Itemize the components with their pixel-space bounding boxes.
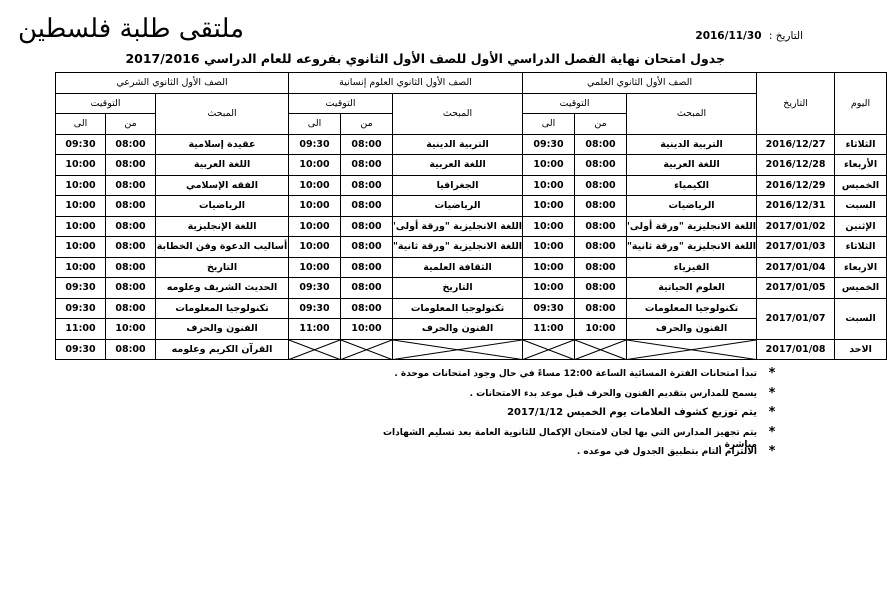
science-to-cell: 09:30 <box>523 298 575 319</box>
science-subject-cell: اللغة العربية <box>627 155 757 176</box>
humanities-from-cell: 08:00 <box>341 196 393 217</box>
sharia-to-cell: 09:30 <box>56 339 106 360</box>
science-to-cell: 10:00 <box>523 257 575 278</box>
bullet-star-icon: * <box>768 366 776 381</box>
sharia-to-cell: 10:00 <box>56 257 106 278</box>
humanities-to-cell: 10:00 <box>289 257 341 278</box>
day-cell: الإثنين <box>835 216 887 237</box>
notes-list <box>357 368 787 466</box>
sharia-to-cell: 10:00 <box>56 216 106 237</box>
header-to: الى <box>289 114 341 135</box>
sharia-from-cell: 10:00 <box>106 319 156 340</box>
header-timing: التوقيت <box>523 93 627 114</box>
header-subject: المبحث <box>393 93 523 134</box>
header-from: من <box>341 114 393 135</box>
exam-schedule-table <box>55 72 887 360</box>
crossed-out-cell <box>575 339 627 360</box>
header-day: اليوم <box>835 73 887 135</box>
science-subject-cell: التربية الدينية <box>627 134 757 155</box>
bullet-star-icon: * <box>768 385 776 401</box>
day-cell: السبت <box>835 298 887 339</box>
sharia-to-cell: 09:30 <box>56 298 106 319</box>
date-label: التاريخ : <box>768 30 803 42</box>
humanities-from-cell: 08:00 <box>341 155 393 176</box>
schedule-body <box>56 134 887 360</box>
table-row <box>56 237 887 258</box>
crossed-out-cell <box>627 339 757 360</box>
day-cell: السبت <box>835 196 887 217</box>
science-subject-cell: الفيزياء <box>627 257 757 278</box>
table-row <box>56 155 887 176</box>
sharia-to-cell: 10:00 <box>56 196 106 217</box>
table-row <box>56 257 887 278</box>
sharia-subject-cell: اللغة العربية <box>156 155 289 176</box>
humanities-from-cell: 08:00 <box>341 134 393 155</box>
sharia-from-cell: 08:00 <box>106 196 156 217</box>
sharia-subject-cell: الفنون والحرف <box>156 319 289 340</box>
sharia-from-cell: 08:00 <box>106 257 156 278</box>
sharia-from-cell: 08:00 <box>106 298 156 319</box>
science-subject-cell: الفنون والحرف <box>627 319 757 340</box>
humanities-subject-cell: الرياضيات <box>393 196 523 217</box>
science-from-cell: 08:00 <box>575 155 627 176</box>
header-timing: التوقيت <box>56 93 156 114</box>
sharia-subject-cell: الفقه الإسلامي <box>156 175 289 196</box>
note-text: تبدأ امتحانات الفترة المسائية الساعة 12:00 مساءً في حال وجود امتحانات موحدة . <box>394 369 757 379</box>
date-cell: 2016/12/28 <box>757 155 835 176</box>
crossed-out-cell <box>341 339 393 360</box>
humanities-from-cell: 08:00 <box>341 237 393 258</box>
sharia-subject-cell: اللغة الإنجليزية <box>156 216 289 237</box>
header-to: الى <box>56 114 106 135</box>
humanities-to-cell: 10:00 <box>289 155 341 176</box>
science-subject-cell: الرياضيات <box>627 196 757 217</box>
header-branch-science: الصف الأول الثانوي العلمي <box>523 73 757 94</box>
date-cell: 2017/01/03 <box>757 237 835 258</box>
page-title: جدول امتحان نهاية الفصل الدراسي الأول للصف الأول الثانوي بفروعه للعام الدراسي 2017/2016 <box>125 51 725 66</box>
sharia-from-cell: 08:00 <box>106 155 156 176</box>
science-to-cell: 10:00 <box>523 155 575 176</box>
crossed-out-cell <box>393 339 523 360</box>
note-item <box>357 368 787 388</box>
table-row <box>56 196 887 217</box>
humanities-subject-cell: اللغة الانجليزية "ورقة ثانية" <box>393 237 523 258</box>
header-branch-sharia: الصف الأول الثانوي الشرعي <box>56 73 289 94</box>
date-cell: 2016/12/31 <box>757 196 835 217</box>
day-cell: الثلاثاء <box>835 134 887 155</box>
note-text: يسمح للمدارس بتقديم الفنون والحرف قبل موعد بدء الامتحانات . <box>469 388 757 399</box>
table-row <box>56 216 887 237</box>
humanities-from-cell: 10:00 <box>341 319 393 340</box>
sharia-subject-cell: أساليب الدعوة وفن الخطابة <box>156 237 289 258</box>
humanities-subject-cell: الجغرافيا <box>393 175 523 196</box>
humanities-to-cell: 10:00 <box>289 196 341 217</box>
sharia-subject-cell: الرياضيات <box>156 196 289 217</box>
humanities-to-cell: 09:30 <box>289 134 341 155</box>
date-value: 2016/11/30 <box>695 30 762 42</box>
header-subject: المبحث <box>627 93 757 134</box>
date-cell: 2017/01/07 <box>757 298 835 339</box>
sharia-from-cell: 08:00 <box>106 175 156 196</box>
sharia-from-cell: 08:00 <box>106 216 156 237</box>
humanities-to-cell: 10:00 <box>289 237 341 258</box>
note-text: الالتزام التام بتطبيق الجدول في موعده . <box>576 447 757 457</box>
science-from-cell: 08:00 <box>575 175 627 196</box>
header-date: التاريخ <box>757 73 835 135</box>
humanities-to-cell: 09:30 <box>289 278 341 299</box>
sharia-to-cell: 11:00 <box>56 319 106 340</box>
table-row <box>56 175 887 196</box>
date-cell: 2016/12/27 <box>757 134 835 155</box>
note-item <box>357 385 787 408</box>
table-row <box>56 134 887 155</box>
date-cell: 2017/01/08 <box>757 339 835 360</box>
date-cell: 2017/01/04 <box>757 257 835 278</box>
sharia-subject-cell: تكنولوجيا المعلومات <box>156 298 289 319</box>
science-subject-cell: تكنولوجيا المعلومات <box>627 298 757 319</box>
sharia-from-cell: 08:00 <box>106 278 156 299</box>
humanities-from-cell: 08:00 <box>341 298 393 319</box>
science-to-cell: 10:00 <box>523 175 575 196</box>
crossed-out-cell <box>289 339 341 360</box>
day-cell: الأربعاء <box>835 155 887 176</box>
table-row <box>56 339 887 360</box>
science-to-cell: 11:00 <box>523 319 575 340</box>
note-text: يتم تجهيز المدارس التي بها لجان لامتحان الإكمال للثانوية العامة بعد تسليم الشهادات مباشرة . <box>383 427 757 450</box>
science-from-cell: 08:00 <box>575 237 627 258</box>
science-to-cell: 10:00 <box>523 278 575 299</box>
note-item <box>357 424 787 450</box>
humanities-to-cell: 11:00 <box>289 319 341 340</box>
header-from: من <box>575 114 627 135</box>
sharia-subject-cell: الحديث الشريف وعلومه <box>156 278 289 299</box>
note-text: يتم توزيع كشوف العلامات يوم الخميس 2017/1/12 <box>507 407 757 418</box>
date-cell: 2016/12/29 <box>757 175 835 196</box>
bullet-star-icon: * <box>768 424 776 440</box>
humanities-subject-cell: تكنولوجيا المعلومات <box>393 298 523 319</box>
science-to-cell: 09:30 <box>523 134 575 155</box>
science-from-cell: 08:00 <box>575 298 627 319</box>
science-to-cell: 10:00 <box>523 196 575 217</box>
header-branch-humanities: الصف الأول الثانوي العلوم إنسانية <box>289 73 523 94</box>
sharia-subject-cell: القرآن الكريم وعلومه <box>156 339 289 360</box>
humanities-subject-cell: التربية الدينية <box>393 134 523 155</box>
science-subject-cell: اللغة الانجليزية "ورقة ثانية" <box>627 237 757 258</box>
day-cell: الاحد <box>835 339 887 360</box>
humanities-subject-cell: التاريخ <box>393 278 523 299</box>
sharia-to-cell: 09:30 <box>56 278 106 299</box>
date-line <box>695 30 803 42</box>
humanities-subject-cell: الفنون والحرف <box>393 319 523 340</box>
sharia-to-cell: 10:00 <box>56 155 106 176</box>
science-subject-cell: العلوم الحياتية <box>627 278 757 299</box>
date-cell: 2017/01/02 <box>757 216 835 237</box>
science-from-cell: 08:00 <box>575 134 627 155</box>
humanities-to-cell: 10:00 <box>289 216 341 237</box>
table-row <box>56 298 887 319</box>
header-from: من <box>106 114 156 135</box>
site-logo: ملتقى طلبة فلسطين <box>18 14 245 44</box>
day-cell: الخميس <box>835 175 887 196</box>
note-item <box>357 446 787 466</box>
table-row <box>56 278 887 299</box>
header-to: الى <box>523 114 575 135</box>
day-cell: الاربعاء <box>835 257 887 278</box>
bullet-star-icon: * <box>768 405 776 420</box>
day-cell: الثلاثاء <box>835 237 887 258</box>
sharia-from-cell: 08:00 <box>106 134 156 155</box>
note-item <box>357 407 787 427</box>
day-cell: الخميس <box>835 278 887 299</box>
humanities-to-cell: 10:00 <box>289 175 341 196</box>
humanities-subject-cell: اللغة العربية <box>393 155 523 176</box>
science-from-cell: 10:00 <box>575 319 627 340</box>
science-to-cell: 10:00 <box>523 216 575 237</box>
sharia-to-cell: 10:00 <box>56 175 106 196</box>
header-timing: التوقيت <box>289 93 393 114</box>
humanities-from-cell: 08:00 <box>341 257 393 278</box>
humanities-subject-cell: اللغة الانجليزية "ورقة أولى" <box>393 216 523 237</box>
humanities-from-cell: 08:00 <box>341 278 393 299</box>
humanities-from-cell: 08:00 <box>341 175 393 196</box>
crossed-out-cell <box>523 339 575 360</box>
sharia-subject-cell: التاريخ <box>156 257 289 278</box>
humanities-to-cell: 09:30 <box>289 298 341 319</box>
bullet-star-icon: * <box>768 444 776 459</box>
sharia-from-cell: 08:00 <box>106 237 156 258</box>
science-from-cell: 08:00 <box>575 278 627 299</box>
sharia-to-cell: 09:30 <box>56 134 106 155</box>
date-cell: 2017/01/05 <box>757 278 835 299</box>
sharia-to-cell: 10:00 <box>56 237 106 258</box>
science-from-cell: 08:00 <box>575 257 627 278</box>
sharia-from-cell: 08:00 <box>106 339 156 360</box>
humanities-subject-cell: الثقافة العلمية <box>393 257 523 278</box>
science-from-cell: 08:00 <box>575 196 627 217</box>
header-subject: المبحث <box>156 93 289 134</box>
science-subject-cell: الكيمياء <box>627 175 757 196</box>
sharia-subject-cell: عقيدة إسلامية <box>156 134 289 155</box>
humanities-from-cell: 08:00 <box>341 216 393 237</box>
science-to-cell: 10:00 <box>523 237 575 258</box>
science-from-cell: 08:00 <box>575 216 627 237</box>
science-subject-cell: اللغة الانجليزية "ورقة أولى" <box>627 216 757 237</box>
